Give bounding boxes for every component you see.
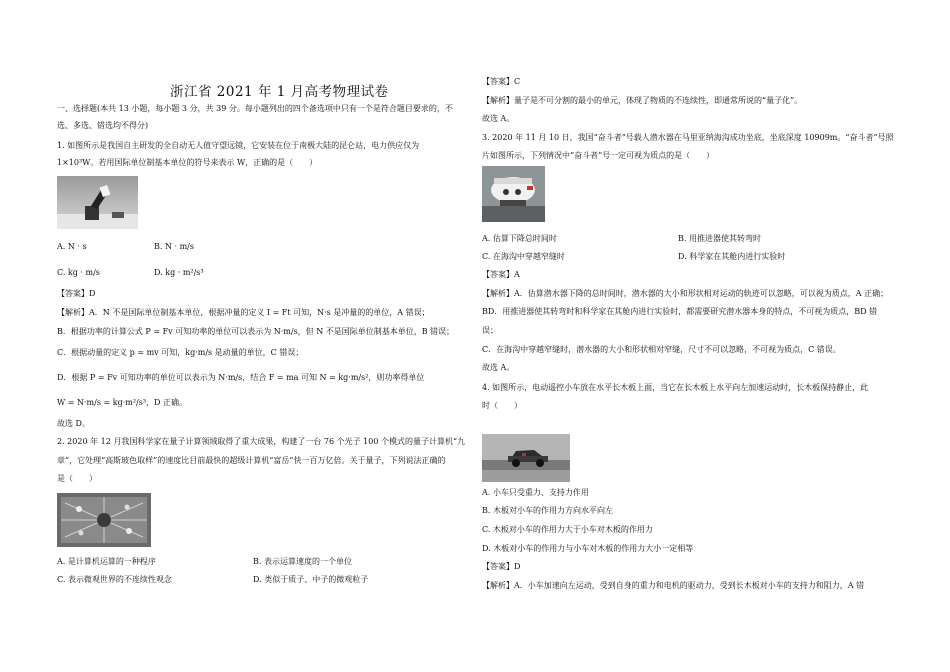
q4-stem-2: 时（ ） xyxy=(482,401,522,410)
q1-answer: 【答案】D xyxy=(57,289,96,298)
q3-analysis-3: 误； xyxy=(482,326,498,335)
q1-option-b: B. N · m/s xyxy=(154,242,194,251)
q1-option-c: C. kg · m/s xyxy=(57,268,100,277)
q3-analysis-5: 故选 A。 xyxy=(482,363,515,372)
q4-answer: 【答案】D xyxy=(482,562,521,571)
q3-option-d: D. 科学家在其舱内进行实验时 xyxy=(678,252,786,261)
q2-stem-3: 是（ ） xyxy=(57,474,97,483)
q2-answer: 【答案】C xyxy=(482,77,521,86)
q3-analysis-2: BD．用推进器使其转弯时和科学家在其舱内进行实验时，都需要研究潜水器本身的特点，不可视为质点，BD 错 xyxy=(482,307,878,316)
page-title: 浙江省 2021 年 1 月高考物理试卷 xyxy=(170,84,389,100)
q3-stem-2: 片如图所示，下列情况中“奋斗者”号一定可视为质点的是（ ） xyxy=(482,151,715,160)
q2-analysis-1: 【解析】量子是不可分割的最小的单元，体现了物质的不连续性，即通常所说的“量子化”。 xyxy=(482,96,803,105)
q3-answer: 【答案】A xyxy=(482,270,520,279)
q1-option-a: A. N · s xyxy=(57,242,87,251)
q2-option-c: C. 表示微观世界的不连续性观念 xyxy=(57,575,172,584)
q1-stem-2: 1×10³W。若用国际单位制基本单位的符号来表示 W，正确的是（ ） xyxy=(57,158,318,167)
section-header-line-1: 一、选择题(本共 13 小题，每小题 3 分，共 39 分。每小题列出的四个备选项中只有一个是符合题目要求的，不 xyxy=(57,104,453,113)
section-header-line-2: 选、多选、错选均不得分) xyxy=(57,121,149,130)
q4-toy-car-image xyxy=(482,434,570,482)
q2-quantum-image xyxy=(57,493,151,547)
q4-option-b: B. 木板对小车的作用力方向水平向左 xyxy=(482,506,613,515)
q3-option-a: A. 估算下降总时间时 xyxy=(482,234,557,243)
q2-analysis-2: 故选 A。 xyxy=(482,114,515,123)
q2-option-a: A. 是计算机运算的一种程序 xyxy=(57,557,156,566)
q3-submersible-image xyxy=(482,166,545,222)
q1-analysis-4: D．根据 P = Fv 可知功率的单位可以表示为 N·m/s，结合 F = ma 可知 N = kg·m/s²，则功率得单位 xyxy=(57,373,425,382)
q2-option-b: B. 表示运算速度的一个单位 xyxy=(253,557,352,566)
q1-analysis-5: W = N·m/s = kg·m²/s³，D 正确。 xyxy=(57,398,187,407)
q3-option-c: C. 在海沟中穿越窄缝时 xyxy=(482,252,565,261)
q4-option-c: C. 木板对小车的作用力大于小车对木板的作用力 xyxy=(482,525,653,534)
q1-analysis-3: C．根据动量的定义 p = mv 可知，kg·m/s 是动量的单位，C 错误； xyxy=(57,348,304,357)
q4-stem-1: 4. 如图所示，电动遥控小车放在水平长木板上面，当它在长木板上水平向左加速运动时，长木板保持静止，此 xyxy=(482,383,869,392)
q2-option-d: D. 类似于质子、中子的微观粒子 xyxy=(253,575,369,584)
q2-stem-1: 2. 2020 年 12 月我国科学家在量子计算领域取得了重大成果，构建了一台 76 个光子 100 个模式的量子计算机“九 xyxy=(57,437,466,446)
q1-stem-1: 1. 如图所示是我国自主研发的全自动无人值守望远镜，它安装在位于南极大陆的昆仑站，电力供应仅为 xyxy=(57,141,420,150)
q1-telescope-image xyxy=(57,176,138,229)
q1-analysis-1: 【解析】A．N 不是国际单位制基本单位，根据冲量的定义 I = Ft 可知，N·s 是冲量的的单位，A 错误； xyxy=(57,308,430,317)
q3-option-b: B. 用推进器使其转弯时 xyxy=(678,234,761,243)
q1-option-d: D. kg · m²/s³ xyxy=(154,268,204,277)
q3-analysis-4: C．在海沟中穿越窄缝时，潜水器的大小和形状相对窄缝，尺寸不可以忽略，不可视为质点，C 错误。 xyxy=(482,345,841,354)
q2-stem-2: 章”，它处理“高斯玻色取样”的速度比目前最快的超级计算机“富岳”快一百万亿倍。关于量子，下列说法正确的 xyxy=(57,456,446,465)
q4-analysis-1: 【解析】A．小车加速向左运动，受到自身的重力和电机的驱动力，受到长木板对小车的支持力和阻力，A 错 xyxy=(482,581,865,590)
q1-analysis-2: B．根据功率的计算公式 P = Fv 可知功率的单位可以表示为 N·m/s，但 N 不是国际单位制基本单位，B 错误； xyxy=(57,327,455,336)
q3-stem-1: 3. 2020 年 11 月 10 日，我国“奋斗者”号载人潜水器在马里亚纳海沟成功坐底，坐底深度 10909m。“奋斗者”号照 xyxy=(482,133,894,142)
q3-analysis-1: 【解析】A．估算潜水器下降的总时间时，潜水器的大小和形状相对运动的轨迹可以忽略，可以视为质点，A 正确； xyxy=(482,289,889,298)
q4-option-d: D. 木板对小车的作用力与小车对木板的作用力大小一定相等 xyxy=(482,544,694,553)
q1-analysis-6: 故选 D。 xyxy=(57,419,90,428)
q4-option-a: A. 小车只受重力、支持力作用 xyxy=(482,488,589,497)
